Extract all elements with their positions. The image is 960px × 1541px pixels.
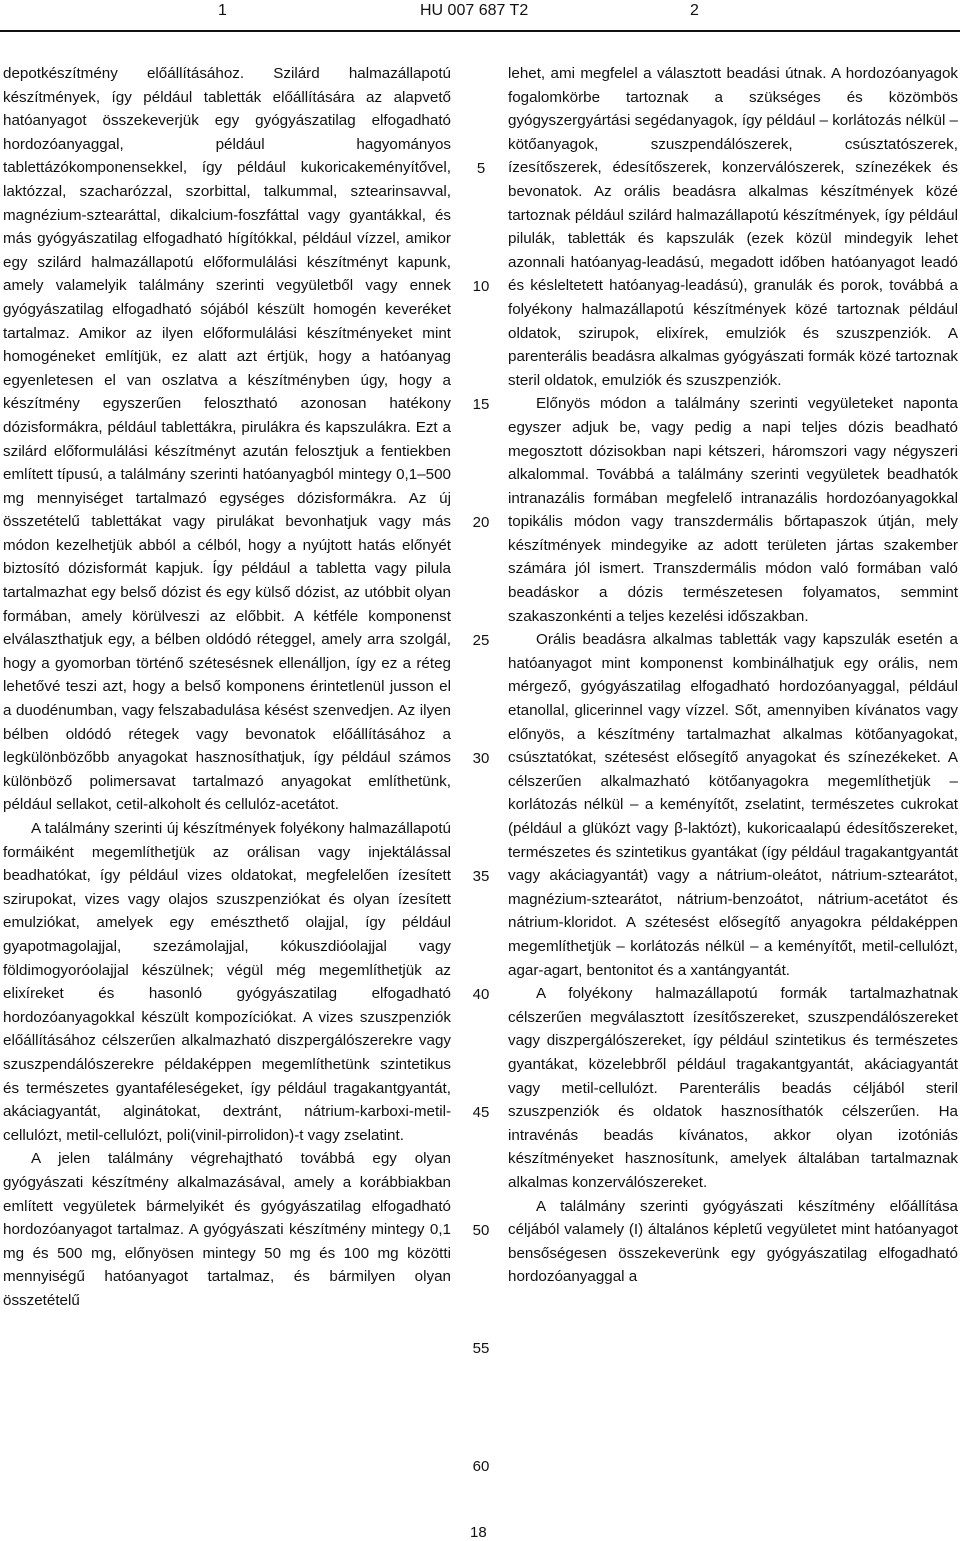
patent-number: HU 007 687 T2 <box>420 2 529 19</box>
line-number: 40 <box>472 986 490 1004</box>
line-number: 50 <box>472 1222 490 1240</box>
paragraph: A találmány szerinti gyógyászati készítmény előállítása céljából valamely (I) általános képletű vegyületet mint hatóanyagot bensőségesen összekeverünk egy gyógyászatilag elfogadható hordozóanyaggal a <box>508 1197 958 1286</box>
line-number: 5 <box>476 160 486 178</box>
left-column <box>3 62 451 1312</box>
paragraph: A találmány szerinti új készítmények folyékony halmazállapotú formáiként megemlíthetjük az orálisan vagy injektálással beadhatókat, így például vizes oldatokat, megfelelően ízesített szirupokat, vizes vagy olajos szuszpenziókat és olyan ízesített emulziókat, amelyek egy emészthető olajjal, így például gyapotmagolajjal, szezámolajjal, kókuszdióolajjal vagy földimogyoróolajjal készülnek; végül még megemlíthetjük az elixíreket és hasonló gyógyászatilag elfogadható hordozóanyagokkal készült kompozíciókat. A vizes szuszpenziók előállításához célszerűen alkalmazható diszpergálószerekre vagy szuszpendálószerekre példaképpen megemlíthetünk szintetikus és természetes gyantaféleségeket, így például tragakantgyantát, akáciagyantát, alginátokat, dextránt, nátrium-karboxi-metil-cellulózt, metil-cellulózt, poli(vinil-pirrolidon)-t vagy zselatint. <box>3 820 451 1144</box>
page-header <box>0 0 960 32</box>
paragraph: depotkészítmény előállításához. Szilárd halmazállapotú készítmények, így például tabletták előállítására az alapvető hatóanyagot összekeverjük egy gyógyászatilag elfogadható hordozóanyaggal, például hagyományos tablettázókomponensekkel, így például kukoricakeményítővel, laktózzal, szacharózzal, szorbittal, talkummal, sztearinsavval, magnézium-sztearáttal, dikalcium-foszfáttal vagy gyantákkal, és más gyógyászatilag elfogadható hígítókkal, például vízzel, amikor egy szilárd halmazállapotú előformulálási készítményt kapunk, amely valamelyik találmány szerinti vegyületből vagy ennek gyógyászatilag elfogadható sójából készült homogén keveréket tartalmaz. Amikor az ilyen előformulálási készítményeket mint homogéneket említjük, ez alatt azt értjük, hogy a hatóanyag egyenletesen el van oszlatva a készítményben úgy, hogy a készítmény egyszerűen felosztható azonosan hatékony dózisformákra, például tablettákra, pirulákra és kapszulákra. Ezt a szilárd előformulálási készítményt azután felosztjuk a fentiekben említett típusú, a találmány szerinti hatóanyagból mintegy 0,1–500 mg mennyiséget tartalmazó egységes dózisformákra. Az új összetételű tablettákat vagy pirulákat bevonhatjuk vagy más módon kezelhetjük abból a célból, hogy a nyújtott hatás előnyét biztosító dózisformát kapjuk. Így például a tabletta vagy pilula tartalmazhat egy belső dózist és egy külső dózist, az utóbbit olyan formában, amely körülveszi az előbbit. A kétféle komponenst elválaszthatjuk egy, a bélben oldódó réteggel, amely arra szolgál, hogy a gyomorban történő szétesésnek ellenálljon, így ez a réteg lehetővé teszi azt, hogy a belső komponens érintetlenül jusson el a duodénumban, vagy felszabadulása késést szenvedjen. Az ilyen bélben oldódó rétegek vagy bevonatok előállításához a legkülönbözőbb anyagokat hasznosíthatjuk, így például számos különböző polimersavat tartalmazó anyagokat említhetünk, például sellakot, cetil-alkoholt és cellulóz-acetátot. <box>3 65 451 814</box>
paragraph: lehet, ami megfelel a választott beadási útnak. A hordozóanyagok fogalomkörbe tartoznak a szükséges és közömbös gyógyszergyártási segédanyagok, így például – korlátozás nélkül – kötőanyagok, szuszpendálószerek, csúsztatószerek, ízesítőszerek, édesítőszerek, konzerválószerek, színezékek és bevonatok. Az orális beadásra alkalmas készítmények közé tartoznak például szilárd halmazállapotú készítmények, így például pilulák, tabletták és kapszulák (ezek közül mindegyik lehet azonnali hatóanyag-leadású, megadott időben hatóanyagot leadó és késleltetett hatóanyag-leadású), granulák és porok, továbbá a folyékony halmazállapotú készítmények közé tartoznak például oldatok, szirupok, elixírek, emulziók és szuszpenziók. A parenterális beadásra alkalmas gyógyászati formák közé tartoznak steril oldatok, emulziók és szuszpenziók. <box>508 65 958 389</box>
line-number: 25 <box>472 632 490 650</box>
line-number: 15 <box>472 396 490 414</box>
header-rule <box>0 30 960 32</box>
line-number: 55 <box>472 1340 490 1358</box>
header-right-number: 2 <box>690 2 699 19</box>
right-column <box>508 62 958 1289</box>
line-number: 30 <box>472 750 490 768</box>
line-number: 35 <box>472 868 490 886</box>
page-number: 18 <box>470 1524 487 1541</box>
line-number: 60 <box>472 1458 490 1476</box>
header-left-number: 1 <box>218 2 227 19</box>
paragraph: Orális beadásra alkalmas tabletták vagy kapszulák esetén a hatóanyagot mint komponenst kombinálhatjuk egy orális, nem mérgező, gyógyászatilag elfogadható hordozóanyaggal, például etanollal, glicerinnel vagy vízzel. Sőt, amennyiben kívánatos vagy előnyös, a készítmény tartalmazhat alkalmas kötőanyagokat, csúsztatókat, szétesést elősegítő anyagokat és színezékeket. A célszerűen alkalmazható kötőanyagokra megemlíthetjük – korlátozás nélkül – a keményítőt, zselatint, természetes cukrokat (például a glükózt vagy β-laktózt), kukoricaalapú édesítőszereket, természetes és szintetikus gyantákat (így például tragakantgyantát vagy akáciagyantát) vagy a nátrium-oleátot, nátrium-sztearátot, magnézium-sztearátot, nátrium-benzoátot, nátrium-acetátot és nátrium-kloridot. A szétesést elősegítő anyagokra példaképpen megemlíthetjük – korlátozás nélkül – a keményítőt, metil-cellulózt, agar-agart, bentonitot és a xantángyantát. <box>508 631 958 979</box>
paragraph: A folyékony halmazállapotú formák tartalmazhatnak célszerűen megválasztott ízesítőszereket, szuszpendálószereket vagy diszpergálószereket, így például szintetikus és természetes gyantákat, közelebbről például tragakantgyantát, akáciagyantát vagy metil-cellulózt. Parenterális beadás céljából steril szuszpenziók és oldatok hasznosíthatók célszerűen. Ha intravénás beadás kívánatos, akkor olyan izotóniás készítményeket hasznosítunk, amelyek általában tartalmaznak alkalmas konzerválószereket. <box>508 985 958 1191</box>
paragraph: Előnyös módon a találmány szerinti vegyületeket naponta egyszer adjuk be, vagy pedig a napi teljes dózis beadható megosztott dózisokban napi kétszeri, háromszori vagy négyszeri alkalommal. Továbbá a találmány szerinti vegyületek beadhatók intranazális formában megfelelő intranazális hordozóanyagokkal topikális módon vagy transzdermális bőrtapaszok útján, mely készítmények mindegyike az adott területen jártas szakember számára jól ismert. Transzdermális módon való formában való beadáskor a dózis természetesen folyamatos, semmint szakaszonkénti a teljes kezelési időszakban. <box>508 395 958 625</box>
line-number: 10 <box>472 278 490 296</box>
line-number: 45 <box>472 1104 490 1122</box>
paragraph: A jelen találmány végrehajtható továbbá egy olyan gyógyászati készítmény alkalmazásával, amely a korábbiakban említett vegyületek bármelyikét és gyógyászatilag elfogadható hordozóanyagot tartalmaz. A gyógyászati készítmény mintegy 0,1 mg és 500 mg, előnyösen mintegy 50 mg és 100 mg közötti mennyiségű hatóanyagot tartalmaz, és bármilyen olyan összetételű <box>3 1150 451 1309</box>
line-number: 20 <box>472 514 490 532</box>
